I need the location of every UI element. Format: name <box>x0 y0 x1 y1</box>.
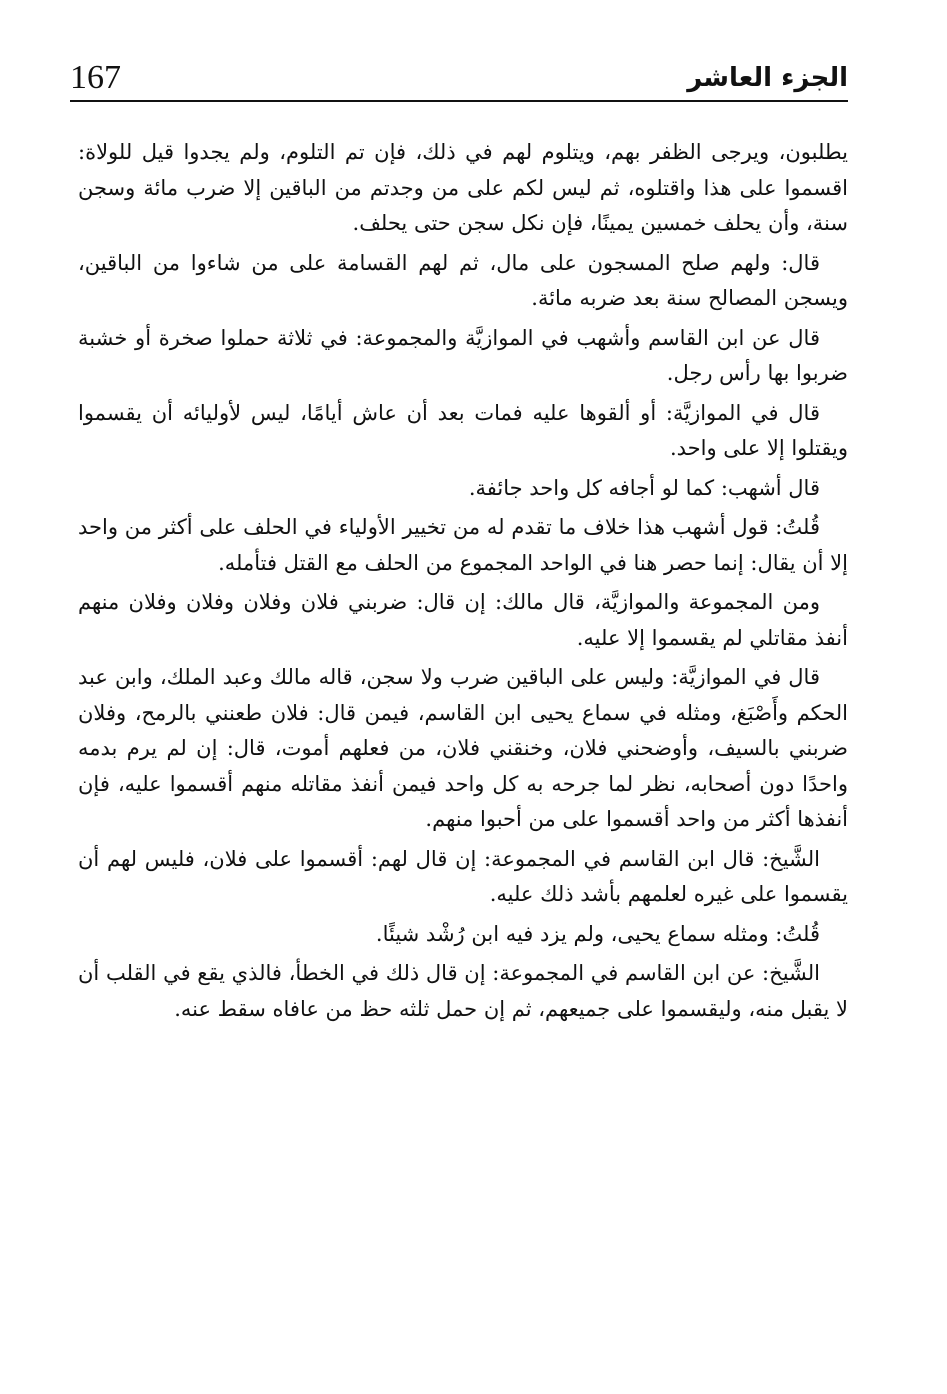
paragraph: الشَّيخ: عن ابن القاسم في المجموعة: إن قال ذلك في الخطأ، فالذي يقع في القلب أن لا يقبل منه، وليقسموا على جميعهم، ثم إن حمل ثلثه حظ من عافاه سقط عنه. <box>78 961 848 1021</box>
paragraph: قال: ولهم صلح المسجون على مال، ثم لهم القسامة على من شاءوا من الباقين، ويسجن المصالح سنة بعد ضربه مائة. <box>78 250 848 310</box>
paragraph: يطلبون، ويرجى الظفر بهم، ويتلوم لهم في ذلك، فإن تم التلوم، ولم يجدوا قيل للولاة: اقسموا على هذا واقتلوه، ثم ليس لكم على من وجدتم من الباقين إلا ضرب مائة وسجن سنة، وأن يحلف خمسين يمينًا، فإن نكل سجن حتى يحلف. <box>78 140 848 235</box>
page-body <box>78 135 848 1031</box>
paragraph: قال عن ابن القاسم وأشهب في الموازيَّة والمجموعة: في ثلاثة حملوا صخرة أو خشبة ضربوا بها رأس رجل. <box>78 325 848 385</box>
page-number: 167 <box>70 59 121 96</box>
paragraph: الشَّيخ: قال ابن القاسم في المجموعة: إن قال لهم: أقسموا على فلان، فليس لهم أن يقسموا على غيره لعلمهم بأشد ذلك عليه. <box>78 846 848 906</box>
running-title: الجزء العاشر <box>687 63 848 93</box>
page-header <box>70 52 848 98</box>
paragraph: قُلتُ: قول أشهب هذا خلاف ما تقدم له من تخيير الأولياء في الحلف على أكثر من واحد إلا أن يقال: إنما حصر هنا في الواحد المجموع من الحلف مع القتل فتأمله. <box>78 515 848 575</box>
paragraph: قُلتُ: ومثله سماع يحيى، ولم يزد فيه ابن رُشْد شيئًا. <box>375 921 820 946</box>
paragraph: قال في الموازيَّة: أو ألقوها عليه فمات بعد أن عاش أيامًا، ليس لأوليائه أن يقسموا ويقتلوا إلا على واحد. <box>78 400 848 460</box>
paragraph: ومن المجموعة والموازيَّة، قال مالك: إن قال: ضربني فلان وفلان وفلان وفلان منهم أنفذ مقاتلي لم يقسموا إلا عليه. <box>78 590 848 650</box>
paragraph: قال في الموازيَّة: وليس على الباقين ضرب ولا سجن، قاله مالك وعبد الملك، وابن عبد الحكم وأَصْبَغ، ومثله في سماع يحيى ابن القاسم، فيمن قال: فلان طعنني بالرمح، وفلان ضربني بالسيف، وأوضحني فلان، وخنقني فلان، من فعلهم أموت، قال: إن لم يرم بدمه واحدًا دون أصحابه، نظر لما جرحه به كل واحد فيمن أنفذ مقاتله منهم أقسموا عليه، فإن أنفذها أكثر من واحد أقسموا على من أحبوا منهم. <box>78 665 848 831</box>
paragraph: قال أشهب: كما لو أجافه كل واحد جائفة. <box>468 475 820 500</box>
header-rule <box>70 100 848 102</box>
